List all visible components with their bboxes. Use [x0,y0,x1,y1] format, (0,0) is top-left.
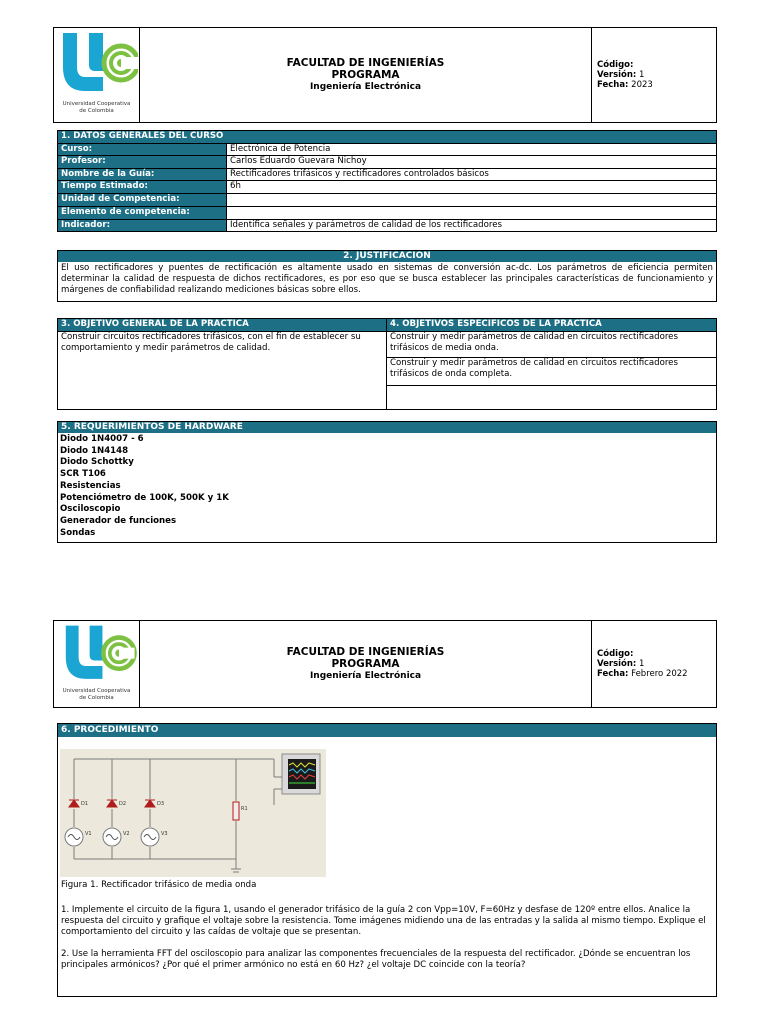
fecha-label: Fecha: [597,669,629,679]
datos-generales-title: 1. DATOS GENERALES DEL CURSO [58,131,717,144]
source-label: V1 [85,831,92,837]
header-title-cell [140,621,592,708]
university-logo [55,622,138,706]
objetivos-especificos-title: 4. OBJETIVOS ESPECIFICOS DE LA PRACTICA [387,319,717,332]
figure-caption: Figura 1. Rectificador trifásico de media onda [61,880,257,890]
fecha-label: Fecha: [597,80,629,90]
list-item: Diodo 1N4148 [60,445,129,456]
university-logo [55,29,138,121]
objetivo-especifico-1: Construir y medir parámetros de calidad en circuitos rectificadores trifásicos de media onda. [387,331,717,357]
faculty-title: FACULTAD DE INGENIERÍAS [286,57,445,69]
hardware-title: 5. REQUERIMIENTOS DE HARDWARE [58,422,716,433]
version-value: 1 [639,659,645,669]
objetivo-general-text: Construir circuitos rectificadores trifásicos, con el fin de establecer su comportamiento y medir parámetros de calidad. [58,331,387,410]
table-row: Elemento de competencia: [58,206,717,219]
table-row: Nombre de la Guía: Rectificadores trifásicos y rectificadores controlados básicos [58,168,717,181]
document-header-1 [53,27,717,123]
diode-label: D2 [119,801,127,807]
list-item: Osciloscopio [60,504,121,515]
specialty-title: Ingeniería Electrónica [309,671,422,681]
justificacion-section [57,250,717,302]
logo-cell [54,621,140,708]
objetivo-especifico-2: Construir y medir parámetros de calidad en circuitos rectificadores trifásicos de onda completa. [387,357,717,385]
hardware-section [57,421,717,543]
hardware-list [58,433,716,539]
version-label: Versión: [597,70,637,80]
faculty-title: FACULTAD DE INGENIERÍAS [286,646,445,658]
datos-generales-section [57,130,717,232]
list-item: Diodo 1N4007 - 6 [60,434,144,444]
codigo-label: Código: [597,60,634,70]
list-item: Potenciómetro de 100K, 500K y 1K [60,492,229,503]
document-header-2 [53,620,717,708]
version-value: 1 [639,70,645,80]
fecha-value: 2023 [631,80,653,90]
half-wave-rectifier-schematic [60,749,326,877]
diode-label: D1 [81,801,89,807]
logo-caption: Universidad Cooperativa de Colombia [62,688,131,701]
objetivos-table [57,318,717,410]
header-meta-cell [592,28,717,123]
procedimiento-section [57,723,717,997]
objetivo-especifico-3 [387,385,717,410]
datos-generales-table [57,130,717,232]
logo-caption: Universidad Cooperativa de Colombia [62,101,131,114]
circuit-figure [60,749,326,877]
program-title: PROGRAMA [331,69,400,81]
justificacion-text: El uso rectificadores y puentes de rectificación es altamente usado en sistemas de conversión ac-dc. Los parámetros de eficiencia permiten determinar la calidad de respuesta de dichos rectificadores, es por eso que se busca establecer las principales características de funcionamiento y márgenes de confiabilidad realizando mediciones básicas sobre ellos. [61,263,713,295]
objetivo-general-title: 3. OBJETIVO GENERAL DE LA PRACTICA [58,319,387,332]
header-meta-cell [592,621,717,708]
table-row: Profesor: Carlos Eduardo Guevara Nichoy [58,156,717,169]
justificacion-title: 2. JUSTIFICACION [58,251,716,262]
list-item: SCR T106 [60,469,106,480]
logo-cell [54,28,140,123]
list-item: Resistencias [60,480,121,491]
table-row: Indicador: Identifica señales y parámetros de calidad de los rectificadores [58,219,717,232]
table-row: Tiempo Estimado: 6h [58,181,717,194]
fecha-value: Febrero 2022 [631,669,688,679]
uc-logo-icon [55,622,138,688]
list-item: Generador de funciones [60,515,177,526]
source-label: V2 [123,831,130,837]
list-item: Sondas [60,527,96,538]
resistor-label: R1 [241,806,248,812]
program-title: PROGRAMA [331,658,400,670]
procedure-step-2: 2. Use la herramienta FFT del osciloscopio para analizar las componentes frecuenciales de la respuesta del rectificador. ¿Dónde se encuentran los principales armónicos? ¿Por qué el primer armónico no está en 60 Hz? ¿el voltaje DC coincide con la teoría? [61,949,691,970]
table-row: Unidad de Competencia: [58,193,717,206]
table-row: Curso: Electrónica de Potencia [58,143,717,156]
uc-logo-icon [55,29,138,101]
source-label: V3 [161,831,168,837]
header-title-cell [140,28,592,123]
specialty-title: Ingeniería Electrónica [309,82,422,92]
procedure-step-1: 1. Implemente el circuito de la figura 1, usando el generador trifásico de la guía 2 con Vpp=10V, F=60Hz y desfase de 120º entre ellos. Analice la respuesta del circuito y grafique el voltaje sobre la resistencia. Tome imágenes midiendo una de las entradas y la salida al mismo tiempo. Explique el comportamiento del circuito y las caídas de voltaje que se presentan. [61,905,706,937]
list-item: Diodo Schottky [60,457,134,468]
procedimiento-title: 6. PROCEDIMIENTO [58,724,716,737]
diode-label: D3 [157,801,165,807]
codigo-label: Código: [597,649,634,659]
version-label: Versión: [597,659,637,669]
